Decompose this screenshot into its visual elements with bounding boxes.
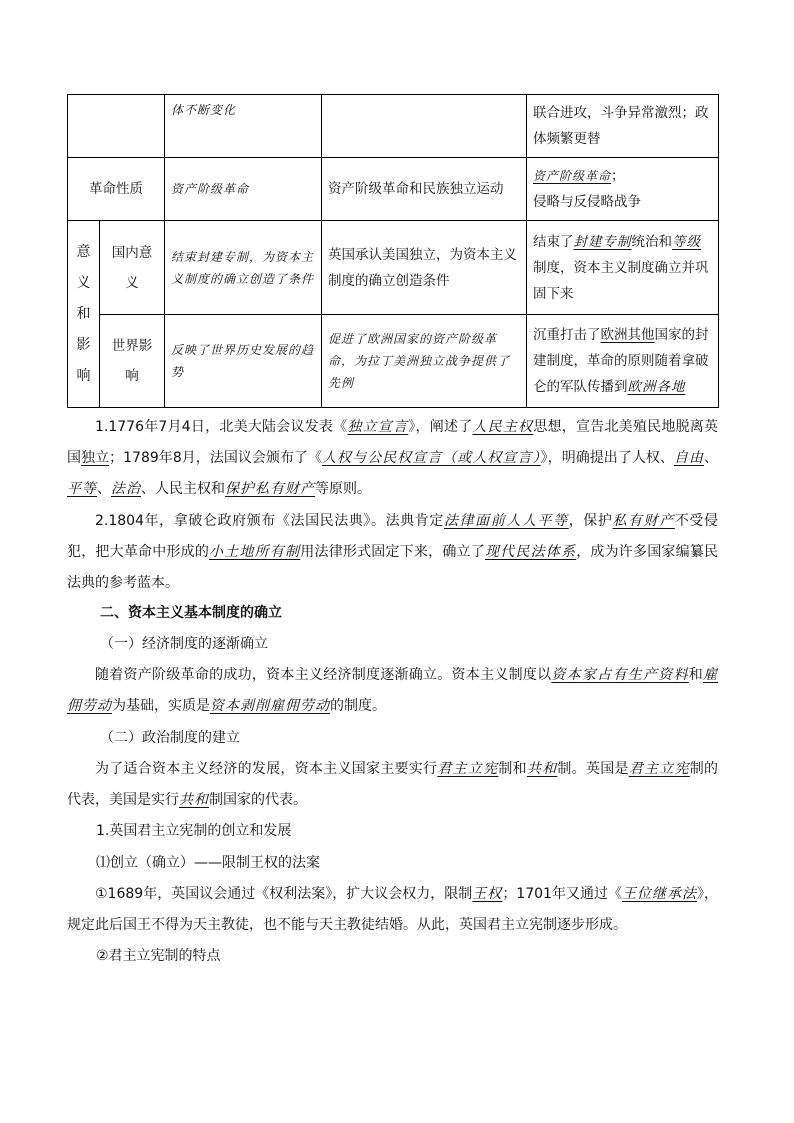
text-span: ；1789年8月，法国议会颁布了《 (109, 450, 323, 466)
row-label-nature: 革命性质 (68, 158, 165, 221)
text-span: ； (611, 168, 625, 184)
table-cell: 促进了欧洲国家的资产阶级革命，为拉丁美洲独立战争提供了先例 (322, 315, 527, 408)
text-span: 统治和 (631, 233, 672, 250)
underlined-answer: 独立宣言 (347, 419, 409, 435)
underlined-answer: 资本家占有生产资料 (551, 667, 689, 683)
text-span: ，保护 (568, 513, 613, 529)
underlined-answer: 小土地所有制 (209, 544, 301, 560)
text-span: 和 (688, 667, 704, 683)
underlined-answer: 保护私有财产 (225, 481, 315, 497)
row-label-significance (68, 221, 100, 408)
table-cell: 英国承认美国独立，为资本主义制度的确立创造条件 (322, 221, 527, 315)
paragraph-civil-code (67, 506, 718, 599)
label-char: 影 (76, 336, 91, 353)
label-char: 和 (76, 305, 91, 322)
table-cell (527, 221, 719, 315)
subsection-heading: 1.英国君主立宪制的创立和发展 (96, 823, 292, 839)
text-span: 用法律形式固定下来，确立了 (300, 544, 485, 560)
underlined-answer: 封建专制 (573, 233, 632, 250)
row-label-domestic: 国内意义 (100, 221, 165, 315)
underlined-answer: 欧洲各地 (627, 379, 686, 395)
text-span: ①1689年，英国议会通过《权利法案》，扩大议会权力，限制 (95, 886, 473, 902)
text-span: 制和 (498, 761, 527, 777)
underlined-answer: 等级 (672, 233, 701, 250)
text-span: 等原则。 (315, 481, 371, 497)
row-label-world: 世界影响 (100, 315, 165, 408)
text-span: 制国家的代表。 (209, 792, 307, 808)
text-span: 为基础，实质是 (112, 698, 210, 714)
underlined-answer: 人权与公民权宣言（或人权宣言） (322, 450, 541, 466)
comparison-table (67, 94, 719, 408)
underlined-answer: 平等 (67, 481, 97, 497)
paragraph-declarations (67, 412, 718, 505)
underlined-answer: 王权 (472, 886, 503, 902)
text-span: 为了适合资本主义经济的发展，资本主义国家主要实行 (95, 761, 438, 777)
subsection-heading: ⑴创立（确立）——限制王权的法案 (96, 855, 320, 871)
table-cell (68, 95, 165, 158)
text-span: 随着资产阶级革命的成功，资本主义经济制度逐渐确立。资本主义制度以 (95, 667, 552, 683)
table-cell: 资产阶级革命 (165, 158, 322, 221)
underlined-answer: 君主立宪 (628, 761, 690, 777)
table-row (68, 158, 719, 221)
underlined-answer: 人民主权 (472, 419, 534, 435)
text-span: 、 (97, 481, 111, 497)
text-span: 、人民主权和 (141, 481, 225, 497)
text-span: 、 (704, 450, 719, 466)
text-span: 结束了 (533, 233, 574, 250)
table-row (68, 95, 719, 158)
text-span: 侵略与反侵略战争 (533, 194, 641, 210)
table-cell: 结束封建专制，为资本主义制度的确立创造了条件 (165, 221, 322, 315)
label-char: 响 (76, 367, 91, 384)
underlined-answer: 君主立宪 (437, 761, 499, 777)
underlined-answer: 共和 (526, 761, 558, 777)
text-span: 》，明确提出了人权、 (540, 450, 674, 466)
underlined-answer: 独立 (81, 450, 110, 466)
text-span: 制度，资本主义制度确立并巩固下来 (533, 259, 709, 302)
table-cell: 反映了世界历史发展的趋势 (165, 315, 322, 408)
underlined-answer: 法治 (111, 481, 141, 497)
table-cell (527, 315, 719, 408)
underlined-answer: 雇佣劳动 (67, 667, 719, 714)
section-heading: 二、资本主义基本制度的确立 (100, 605, 282, 621)
table-cell (527, 158, 719, 221)
table-cell: 体不断变化 (165, 95, 322, 158)
underlined-answer: 共和 (179, 792, 209, 808)
underlined-answer: 法律面前人人平等 (443, 513, 569, 529)
table-row (68, 221, 719, 315)
underlined-answer: 资本剥削雇佣劳动 (210, 698, 330, 714)
text-span: 不受侵犯，把大革命中形成的 (67, 513, 719, 560)
text-span: 思想，宣告北美殖民地脱离英国 (67, 419, 719, 466)
table-cell (322, 95, 527, 158)
subsection-heading: （一）经济制度的逐渐确立 (100, 636, 268, 652)
text-span: 》，规定此后国王不得为天主教徒，也不能与天主教徒结婚。从此，英国君主立宪制逐步形成。 (67, 886, 719, 933)
underlined-answer: 资产阶级革命 (533, 169, 612, 183)
subsection-heading: （二）政治制度的建立 (100, 730, 240, 746)
text-span: 2.1804年，拿破仑政府颁布《法国民法典》。法典肯定 (95, 513, 444, 529)
subsection-heading: ②君主立宪制的特点 (96, 948, 221, 964)
text-span: 制。英国是 (557, 761, 629, 777)
label-char: 义 (76, 274, 91, 291)
paragraph-economic (67, 660, 718, 722)
table-cell: 联合进攻，斗争异常激烈；政体频繁更替 (527, 95, 719, 158)
text-span: ；1701年又通过《 (502, 886, 622, 902)
text-span: 的制度。 (330, 698, 386, 714)
table-row (68, 315, 719, 408)
underlined-answer: 自由 (673, 450, 705, 466)
text-span: 》，阐述了 (408, 419, 473, 435)
paragraph-political (67, 754, 718, 816)
text-span: 国家的封建制度，革命的原则随着拿破仑的军队传播到 (533, 327, 709, 395)
paragraph-bill-of-rights (67, 879, 718, 941)
text-span: ，成为许多国家编纂民法典的参考蓝本。 (67, 544, 719, 591)
text-span: 1.1776年7月4日，北美大陆会议发表《 (95, 419, 348, 435)
text-span: 制的代表，美国是实行 (67, 761, 719, 808)
underlined-answer: 现代民法体系 (484, 544, 577, 560)
underlined-answer: 私有财产 (612, 513, 675, 529)
text-span: 沉重打击了 (533, 327, 601, 343)
underlined-answer: 欧洲其他 (600, 327, 655, 343)
underlined-answer: 王位继承法 (621, 886, 697, 902)
table-cell: 资产阶级革命和民族独立运动 (322, 158, 527, 221)
label-char: 意 (76, 243, 91, 260)
